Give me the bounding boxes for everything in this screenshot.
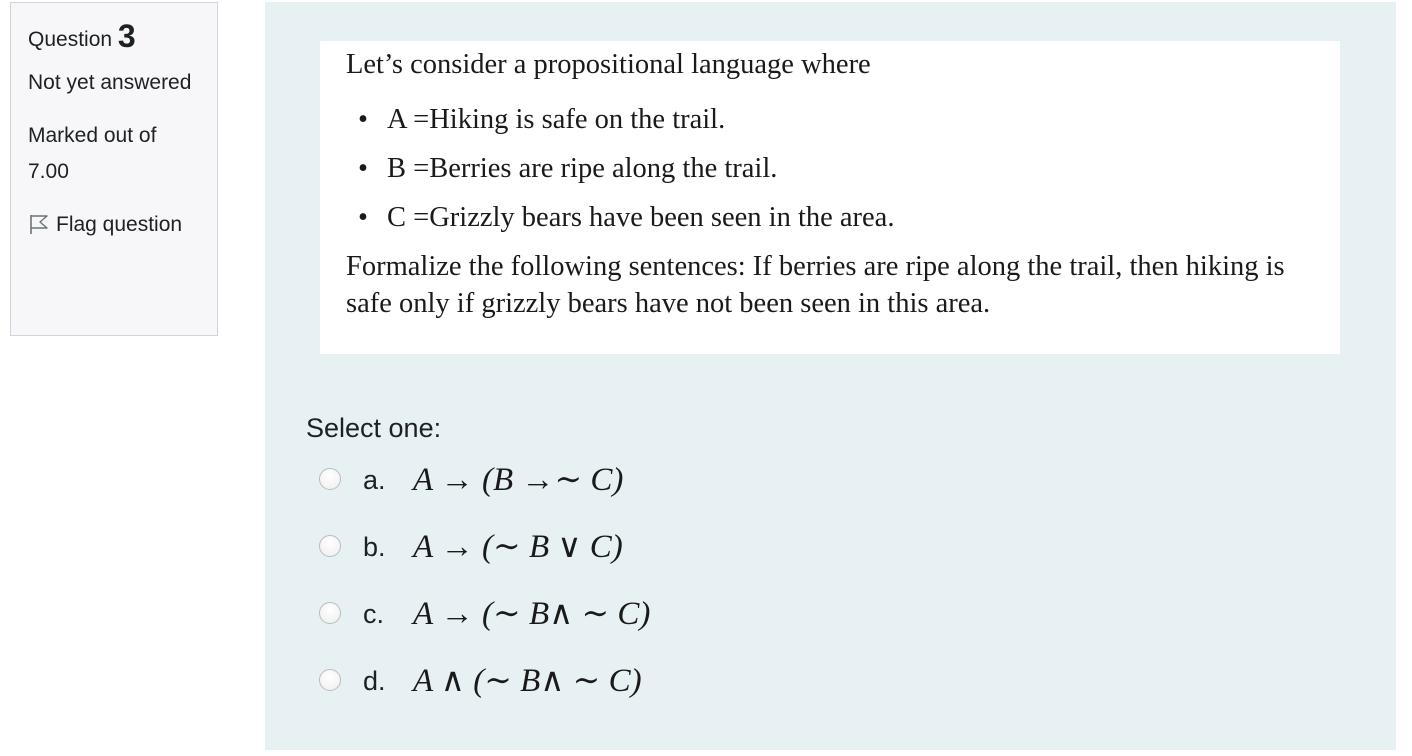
- answer-formula: A ∧ (∼ B∧ ∼ C): [413, 663, 642, 699]
- question-text: [320, 41, 1340, 354]
- answer-option-a[interactable]: [319, 460, 650, 527]
- flag-question-label: Flag question: [56, 213, 183, 237]
- answer-options: [319, 460, 650, 728]
- question-heading: [28, 17, 201, 55]
- question-intro: Let’s consider a propositional language where: [346, 49, 871, 80]
- proposition-item: [346, 199, 1340, 237]
- flag-outline-icon: [28, 211, 50, 233]
- answer-letter: d.: [363, 666, 386, 696]
- radio-button[interactable]: [319, 468, 341, 490]
- proposition-text: C =Grizzly bears have been seen in the area.: [387, 202, 895, 233]
- bullet-icon: •: [358, 202, 368, 233]
- answer-option-d[interactable]: [319, 661, 650, 728]
- select-one-prompt: Select one:: [306, 413, 442, 443]
- flag-question-button[interactable]: [28, 207, 201, 243]
- question-label: Question: [28, 28, 113, 51]
- proposition-item: [346, 101, 1340, 139]
- answer-option-c[interactable]: [319, 594, 650, 661]
- proposition-list: [346, 101, 1340, 237]
- question-info-panel: [10, 2, 218, 336]
- bullet-icon: •: [358, 104, 368, 135]
- question-status: Not yet answered: [28, 71, 192, 95]
- bullet-icon: •: [358, 153, 368, 184]
- radio-button[interactable]: [319, 535, 341, 557]
- formalize-instruction: Formalize the following sentences: If berries are ripe along the trail, then hiking is safe only if grizzly bears have not been seen in this area.: [346, 251, 1285, 319]
- question-marks: Marked out of 7.00: [28, 124, 157, 184]
- answer-letter: a.: [363, 465, 386, 495]
- radio-button[interactable]: [319, 602, 341, 624]
- question-content-panel: [265, 2, 1396, 750]
- proposition-item: [346, 150, 1340, 188]
- answer-letter: c.: [363, 599, 385, 629]
- radio-button[interactable]: [319, 669, 341, 691]
- question-number: 3: [117, 18, 136, 54]
- answer-formula: A → (B →∼ C): [413, 462, 624, 498]
- answer-formula: A → (∼ B∧ ∼ C): [413, 596, 651, 632]
- answer-letter: b.: [363, 532, 386, 562]
- answer-option-b[interactable]: [319, 527, 650, 594]
- proposition-text: A =Hiking is safe on the trail.: [387, 104, 726, 135]
- proposition-text: B =Berries are ripe along the trail.: [387, 153, 778, 184]
- answer-formula: A → (∼ B ∨ C): [413, 529, 623, 565]
